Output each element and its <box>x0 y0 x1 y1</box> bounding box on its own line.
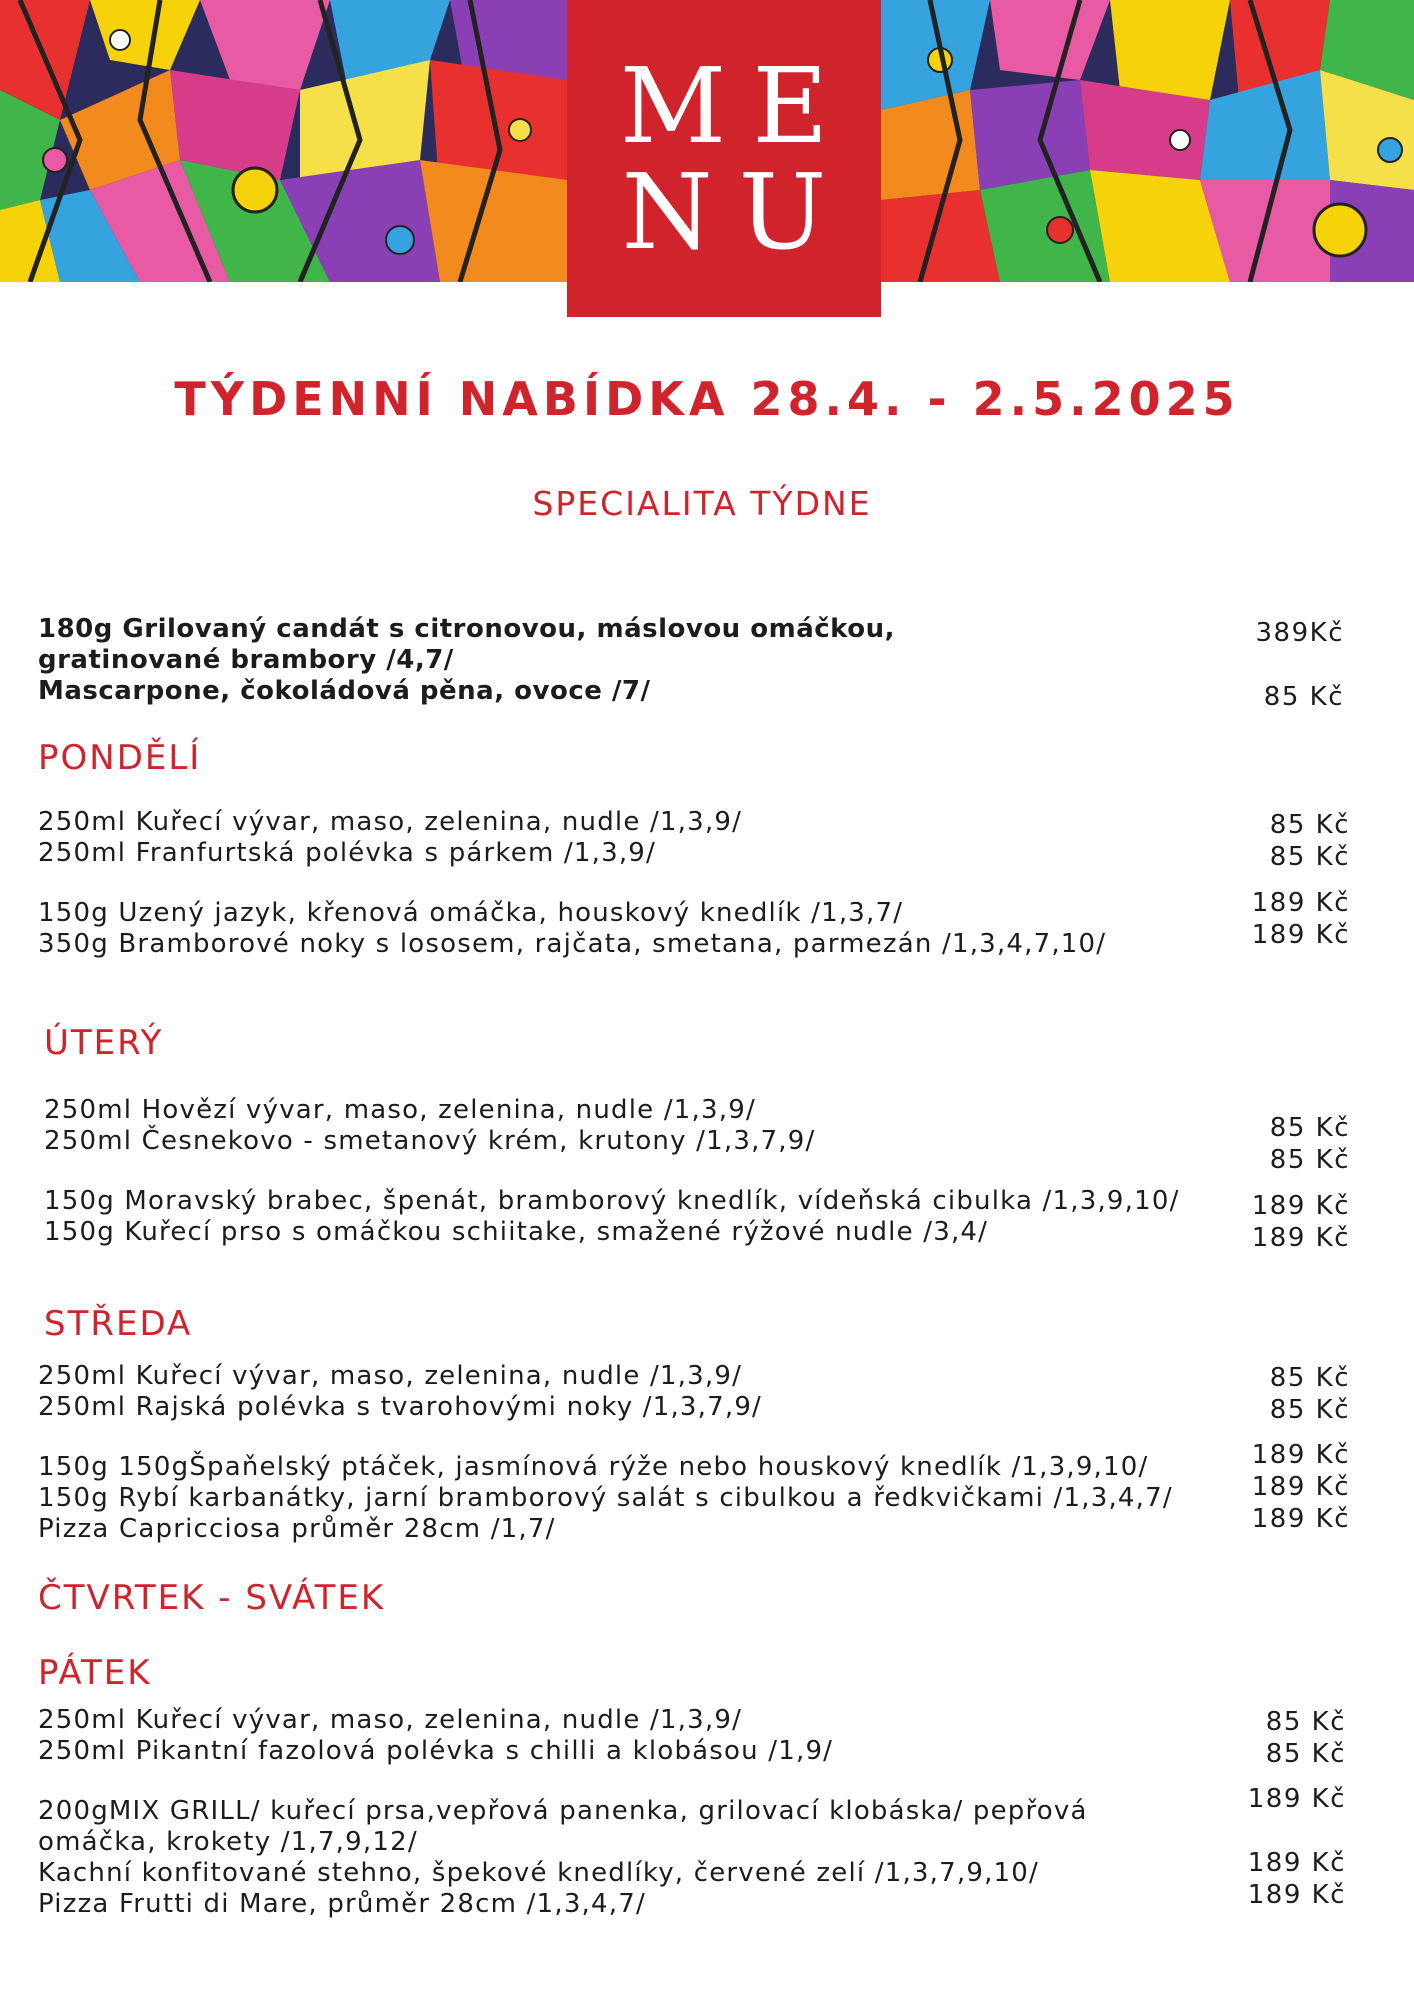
day-heading-wednesday: STŘEDA <box>44 1304 193 1344</box>
menu-item-price: 85 Kč <box>1269 1113 1350 1143</box>
special-heading: SPECIALITA TÝDNE <box>532 484 872 523</box>
day-heading-thursday: ČTVRTEK - SVÁTEK <box>38 1578 386 1618</box>
menu-item: 150g Kuřecí prso s omáčkou schiitake, smažené rýžové nudle /3,4/ <box>44 1217 989 1247</box>
menu-item-price: 85 Kč <box>1269 1145 1350 1175</box>
menu-item: 250ml Kuřecí vývar, maso, zelenina, nudle /1,3,9/ <box>38 1705 743 1735</box>
menu-item: 250ml Hovězí vývar, maso, zelenina, nudle /1,3,9/ <box>44 1095 756 1125</box>
special-line: Mascarpone, čokoládová pěna, ovoce /7/ <box>38 676 651 706</box>
menu-logo-line-1: ME <box>619 44 855 167</box>
menu-item-price: 189 Kč <box>1251 1440 1350 1470</box>
menu-item: Kachní konfitované stehno, špekové knedlíky, červené zelí /1,3,7,9,10/ <box>38 1858 1039 1888</box>
menu-item-price: 189 Kč <box>1247 1880 1346 1910</box>
menu-item: 250ml Kuřecí vývar, maso, zelenina, nudle /1,3,9/ <box>38 807 743 837</box>
menu-item-price: 189 Kč <box>1251 1191 1350 1221</box>
menu-item: 350g Bramborové noky s lososem, rajčata, smetana, parmezán /1,3,4,7,10/ <box>38 929 1107 959</box>
menu-logo-line-2: NU <box>621 150 853 273</box>
menu-item-price: 85 Kč <box>1269 1363 1350 1393</box>
day-heading-tuesday: ÚTERÝ <box>44 1023 164 1063</box>
menu-logo-box <box>567 0 881 317</box>
special-line: gratinované brambory /4,7/ <box>38 645 454 675</box>
day-heading-friday: PÁTEK <box>38 1653 152 1693</box>
menu-item: 150g Rybí karbanátky, jarní bramborový salát s cibulkou a ředkvičkami /1,3,4,7/ <box>38 1483 1173 1513</box>
menu-item: 150g Moravský brabec, špenát, bramborový knedlík, vídeňská cibulka /1,3,9,10/ <box>44 1186 1180 1216</box>
menu-item: 250ml Česnekovo - smetanový krém, krutony /1,3,7,9/ <box>44 1126 816 1156</box>
menu-item: 200gMIX GRILL/ kuřecí prsa,vepřová panenka, grilovací klobáska/ pepřová <box>38 1796 1088 1826</box>
menu-item-price: 189 Kč <box>1247 1848 1346 1878</box>
special-price: 85 Kč <box>1263 682 1344 712</box>
menu-item-price: 85 Kč <box>1265 1739 1346 1769</box>
menu-item-price: 189 Kč <box>1251 888 1350 918</box>
menu-item-price: 85 Kč <box>1269 842 1350 872</box>
menu-item: 250ml Rajská polévka s tvarohovými noky /1,3,7,9/ <box>38 1392 763 1422</box>
menu-item: 150g 150gŠpaňelský ptáček, jasmínová rýže nebo houskový knedlík /1,3,9,10/ <box>38 1452 1149 1482</box>
menu-item-price: 189 Kč <box>1251 920 1350 950</box>
menu-item-price: 189 Kč <box>1251 1472 1350 1502</box>
menu-item: Pizza Capricciosa průměr 28cm /1,7/ <box>38 1514 556 1544</box>
menu-item: 250ml Pikantní fazolová polévka s chilli a klobásou /1,9/ <box>38 1736 834 1766</box>
menu-item: 250ml Kuřecí vývar, maso, zelenina, nudle /1,3,9/ <box>38 1361 743 1391</box>
menu-item-price: 85 Kč <box>1269 810 1350 840</box>
special-price: 389Kč <box>1255 618 1344 648</box>
menu-item: 250ml Franfurtská polévka s párkem /1,3,9/ <box>38 838 657 868</box>
day-heading-monday: PONDĚLÍ <box>38 738 202 778</box>
menu-item-price: 85 Kč <box>1265 1707 1346 1737</box>
menu-item-price: 85 Kč <box>1269 1395 1350 1425</box>
menu-item-price: 189 Kč <box>1251 1504 1350 1534</box>
menu-item: 150g Uzený jazyk, křenová omáčka, houskový knedlík /1,3,7/ <box>38 898 904 928</box>
special-line: 180g Grilovaný candát s citronovou, máslovou omáčkou, <box>38 614 895 644</box>
menu-item-price: 189 Kč <box>1247 1784 1346 1814</box>
menu-item-price: 189 Kč <box>1251 1223 1350 1253</box>
menu-item: Pizza Frutti di Mare, průměr 28cm /1,3,4,7/ <box>38 1889 646 1919</box>
page-title: TÝDENNÍ NABÍDKA 28.4. - 2.5.2025 <box>174 372 1240 426</box>
menu-item: omáčka, krokety /1,7,9,12/ <box>38 1827 418 1857</box>
